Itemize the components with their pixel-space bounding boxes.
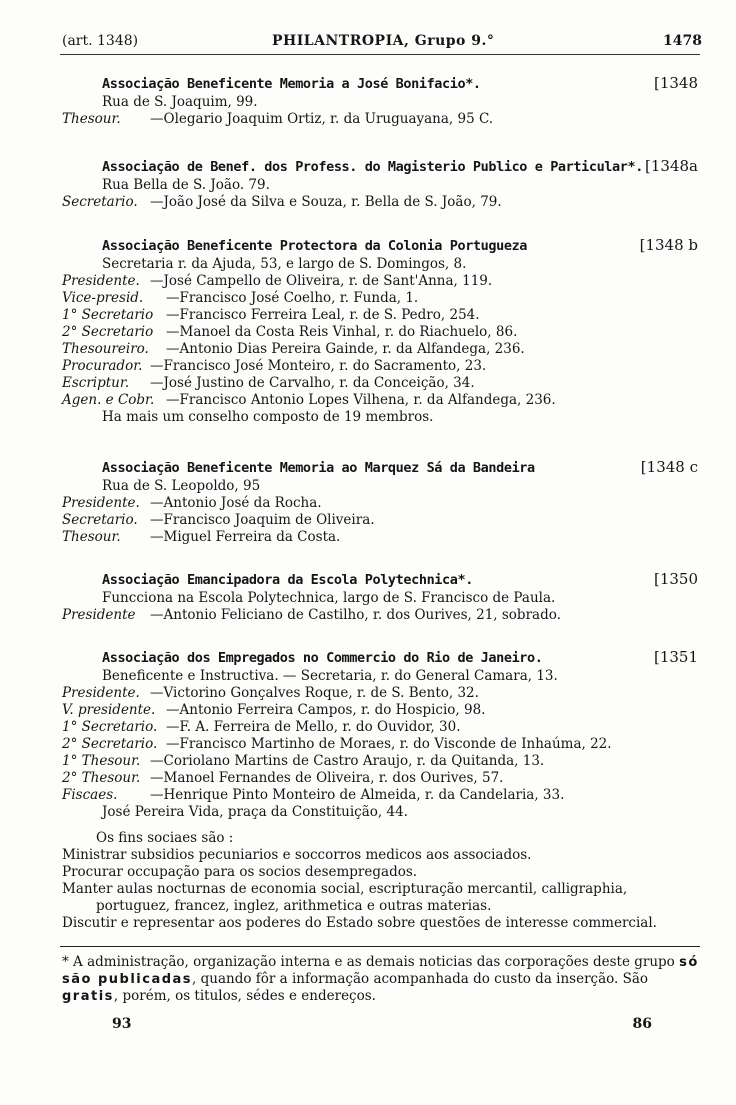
- entry-line: [62, 607, 702, 624]
- role-label: 2° Secretario.: [62, 736, 158, 752]
- role-label: Presidente.: [62, 685, 140, 701]
- role-label: Agen. e Cobr.: [62, 392, 155, 408]
- footer-left-number: 93: [112, 1016, 132, 1032]
- role-label: 1° Thesour.: [62, 753, 141, 769]
- header-article-ref: (art. 1348): [62, 33, 139, 49]
- aims-line: Procurar occupação para os socios desempregados.: [62, 864, 418, 880]
- entry-line: [102, 668, 702, 685]
- line-text: —Olegario Joaquim Ortiz, r. da Uruguayana, 95 C.: [150, 111, 494, 127]
- role-label: Thesour.: [62, 111, 121, 127]
- entry-title: Associação de Benef. dos Profess. do Magisterio Publico e Particular*.: [102, 159, 643, 175]
- header-page-number: 1478: [663, 33, 702, 49]
- footnote-text: , porém, os titulos, sédes e endereços.: [113, 988, 376, 1004]
- role-label: Presidente.: [62, 273, 140, 289]
- line-text: —José Justino de Carvalho, r. da Conceição, 34.: [150, 375, 475, 391]
- entry-line: [102, 94, 702, 111]
- role-label: Fiscaes.: [62, 787, 118, 803]
- footnote: [62, 954, 702, 1005]
- line-text: —F. A. Ferreira de Mello, r. do Ouvidor, 30.: [166, 719, 461, 735]
- header-section-title: PHILANTROPIA, Grupo 9.°: [272, 33, 495, 49]
- entry-number: [1348 b: [639, 236, 698, 254]
- entry-line: [62, 358, 702, 375]
- role-label: Secretario.: [62, 194, 138, 210]
- line-text: —Manoel da Costa Reis Vinhal, r. do Riachuelo, 86.: [166, 324, 518, 340]
- entry-line: [62, 685, 702, 702]
- entry-title: Associação Beneficente Memoria ao Marquez Sá da Bandeira: [102, 460, 535, 476]
- role-label: 1° Secretario: [62, 307, 154, 323]
- line-text: —Francisco Antonio Lopes Vilhena, r. da Alfandega, 236.: [166, 392, 556, 408]
- entry-line: [62, 194, 702, 211]
- entry-line: [102, 409, 702, 426]
- entry-line: [102, 590, 702, 607]
- line-text: Funcciona na Escola Polytechnica, largo de S. Francisco de Paula.: [102, 590, 556, 606]
- line-text: —Victorino Gonçalves Roque, r. de S. Bento, 32.: [150, 685, 479, 701]
- entry-line: [62, 736, 702, 753]
- aims-line: Manter aulas nocturnas de economia social, escripturação mercantil, calligraphia,: [62, 881, 628, 897]
- footnote-text: * A administração, organização interna e as demais noticias das corporações deste grupo: [62, 954, 680, 970]
- aims-heading: Os fins sociaes são :: [96, 830, 234, 846]
- entry-line: [62, 512, 702, 529]
- association-entry: [62, 458, 702, 546]
- line-text: José Pereira Vida, praça da Constituição, 44.: [102, 804, 408, 820]
- line-text: —Miguel Ferreira da Costa.: [150, 529, 341, 545]
- line-text: —Francisco Joaquim de Oliveira.: [150, 512, 375, 528]
- entry-line: [62, 787, 702, 804]
- line-text: Rua de S. Joaquim, 99.: [102, 94, 258, 110]
- role-label: V. presidente.: [62, 702, 156, 718]
- entry-number: [1351: [653, 648, 698, 666]
- entry-line: [62, 375, 702, 392]
- entry-number: [1348a: [645, 157, 698, 175]
- entry-line: [102, 478, 702, 495]
- entry-title: Associação Beneficente Memoria a José Bonifacio*.: [102, 76, 481, 92]
- role-label: Secretario.: [62, 512, 138, 528]
- role-label: Presidente.: [62, 495, 140, 511]
- entry-title: Associação dos Empregados no Commercio do Rio de Janeiro.: [102, 650, 543, 666]
- entry-line: [62, 702, 702, 719]
- line-text: —Francisco José Monteiro, r. do Sacramento, 23.: [150, 358, 487, 374]
- line-text: —Francisco Martinho de Moraes, r. do Visconde de Inhaúma, 22.: [166, 736, 612, 752]
- page-footer: [112, 1016, 652, 1032]
- line-text: —João José da Silva e Souza, r. Bella de S. João, 79.: [150, 194, 502, 210]
- entry-line: [62, 273, 702, 290]
- aims-line: Ministrar subsidios pecuniarios e soccorros medicos aos associados.: [62, 847, 532, 863]
- association-entry: [62, 236, 702, 426]
- entry-line: [62, 341, 702, 358]
- line-text: Beneficente e Instructiva. — Secretaria, r. do General Camara, 13.: [102, 668, 558, 684]
- line-text: Rua de S. Leopoldo, 95: [102, 478, 261, 494]
- association-entry: [62, 157, 702, 211]
- line-text: —Antonio Ferreira Campos, r. do Hospicio, 98.: [166, 702, 486, 718]
- aims-section: [62, 830, 702, 932]
- role-label: Escriptur.: [62, 375, 130, 391]
- association-entry: [62, 74, 702, 128]
- line-text: —José Campello de Oliveira, r. de Sant'Anna, 119.: [150, 273, 493, 289]
- page-header: [62, 33, 702, 55]
- entry-line: [62, 307, 702, 324]
- entry-line: [62, 392, 702, 409]
- role-label: Vice-presid.: [62, 290, 144, 306]
- role-label: Thesour.: [62, 529, 121, 545]
- entry-title: Associação Beneficente Protectora da Colonia Portugueza: [102, 238, 528, 254]
- role-label: Presidente: [62, 607, 136, 623]
- entry-line: [102, 177, 702, 194]
- entry-title: Associação Emancipadora da Escola Polytechnica*.: [102, 572, 473, 588]
- line-text: —Coriolano Martins de Castro Araujo, r. da Quitanda, 13.: [150, 753, 545, 769]
- aims-line: Discutir e representar aos poderes do Estado sobre questões de interesse commercial.: [62, 915, 657, 931]
- footer-right-number: 86: [632, 1016, 652, 1032]
- line-text: —Antonio Dias Pereira Gainde, r. da Alfandega, 236.: [166, 341, 525, 357]
- role-label: Procurador.: [62, 358, 143, 374]
- line-text: Ha mais um conselho composto de 19 membros.: [102, 409, 434, 425]
- association-entry: [62, 570, 702, 624]
- entry-line: [62, 290, 702, 307]
- footnote-text: , quando fôr a informação acompanhada do custo da inserção. São: [192, 971, 649, 987]
- line-text: —Henrique Pinto Monteiro de Almeida, r. da Candelaria, 33.: [150, 787, 565, 803]
- line-text: —Francisco José Coelho, r. Funda, 1.: [166, 290, 419, 306]
- line-text: —Antonio José da Rocha.: [150, 495, 322, 511]
- footnote-emphasis: só são publicadas: [62, 955, 699, 987]
- role-label: 1° Secretario.: [62, 719, 158, 735]
- entry-number: [1348: [653, 74, 698, 92]
- role-label: 2° Secretario: [62, 324, 154, 340]
- line-text: —Antonio Feliciano de Castilho, r. dos Ourives, 21, sobrado.: [150, 607, 561, 623]
- footnote-rule: [60, 946, 700, 947]
- entry-line: [62, 770, 702, 787]
- line-text: Secretaria r. da Ajuda, 53, e largo de S. Domingos, 8.: [102, 256, 467, 272]
- line-text: —Manoel Fernandes de Oliveira, r. dos Ourives, 57.: [150, 770, 504, 786]
- entry-number: [1350: [653, 570, 698, 588]
- role-label: 2° Thesour.: [62, 770, 141, 786]
- entry-line: [62, 529, 702, 546]
- line-text: Rua Bella de S. João. 79.: [102, 177, 270, 193]
- footnote-emphasis: gratis: [62, 989, 114, 1004]
- header-rule: [60, 54, 700, 55]
- entry-line: [62, 753, 702, 770]
- entry-line: [102, 256, 702, 273]
- entry-line: [102, 804, 702, 821]
- entry-number: [1348 c: [640, 458, 698, 476]
- entry-line: [62, 495, 702, 512]
- aims-line: portuguez, francez, inglez, arithmetica e outras materias.: [96, 898, 492, 914]
- entry-line: [62, 324, 702, 341]
- association-entry: [62, 648, 702, 821]
- role-label: Thesoureiro.: [62, 341, 149, 357]
- entry-line: [62, 111, 702, 128]
- line-text: —Francisco Ferreira Leal, r. de S. Pedro, 254.: [166, 307, 480, 323]
- entry-line: [62, 719, 702, 736]
